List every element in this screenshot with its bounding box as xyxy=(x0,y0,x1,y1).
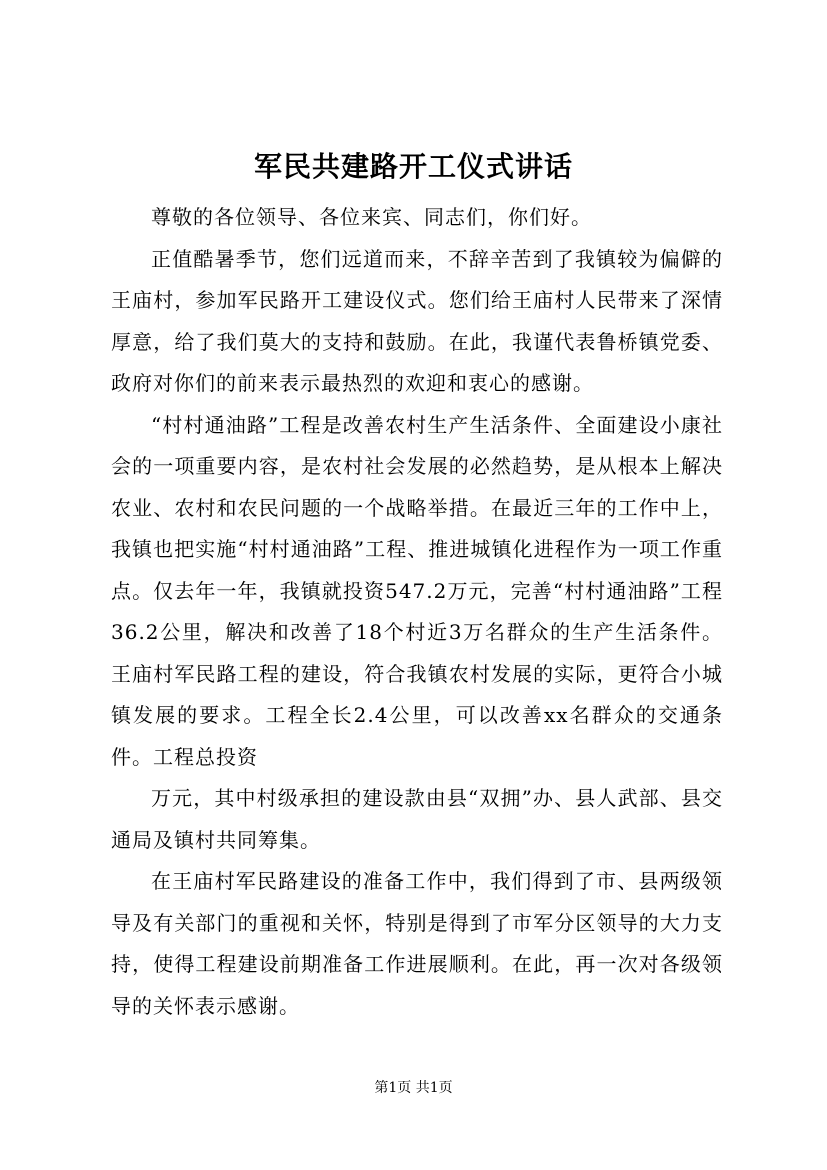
page-footer: 第1页 共1页 xyxy=(374,1080,453,1096)
document-body xyxy=(111,197,723,1027)
document-title: 军民共建路开工仪式讲话 xyxy=(253,150,573,183)
paragraph-funding: 万元，其中村级承担的建设款由县“双拥”办、县人武部、县交通局及镇村共同筹集。 xyxy=(111,786,723,852)
paragraph-greeting: 尊敬的各位领导、各位来宾、同志们，你们好。 xyxy=(151,205,592,229)
paragraph-project-overview: “村村通油路”工程是改善农村生产生活条件、全面建设小康社会的一项重要内容，是农村社会发展的必然趋势，是从根本上解决农业、农村和农民问题的一个战略举措。在最近三年的工作中上，我镇也把实施“村村通油路”工程、推进城镇化进程作为一项工作重点。仅去年一年，我镇就投资547.2万元，完善“村村通油路”工程36.2公里，解决和改善了18个村近3万名群众的生产生活条件。王庙村军民路工程的建设，符合我镇农村发展的实际，更符合小城镇发展的要求。工程全长2.4公里，可以改善xx名群众的交通条件。工程总投资 xyxy=(111,412,723,769)
paragraph-thanks: 在王庙村军民路建设的准备工作中，我们得到了市、县两级领导及有关部门的重视和关怀，特别是得到了市军分区领导的大力支持，使得工程建设前期准备工作进展顺利。在此，再一次对各级领导的关怀表示感谢。 xyxy=(111,869,723,1018)
paragraph-welcome: 正值酷暑季节，您们远道而来，不辞辛苦到了我镇较为偏僻的王庙村，参加军民路开工建设仪式。您们给王庙村人民带来了深情厚意，给了我们莫大的支持和鼓励。在此，我谨代表鲁桥镇党委、政府对你们的前来表示最热烈的欢迎和衷心的感谢。 xyxy=(111,246,723,395)
